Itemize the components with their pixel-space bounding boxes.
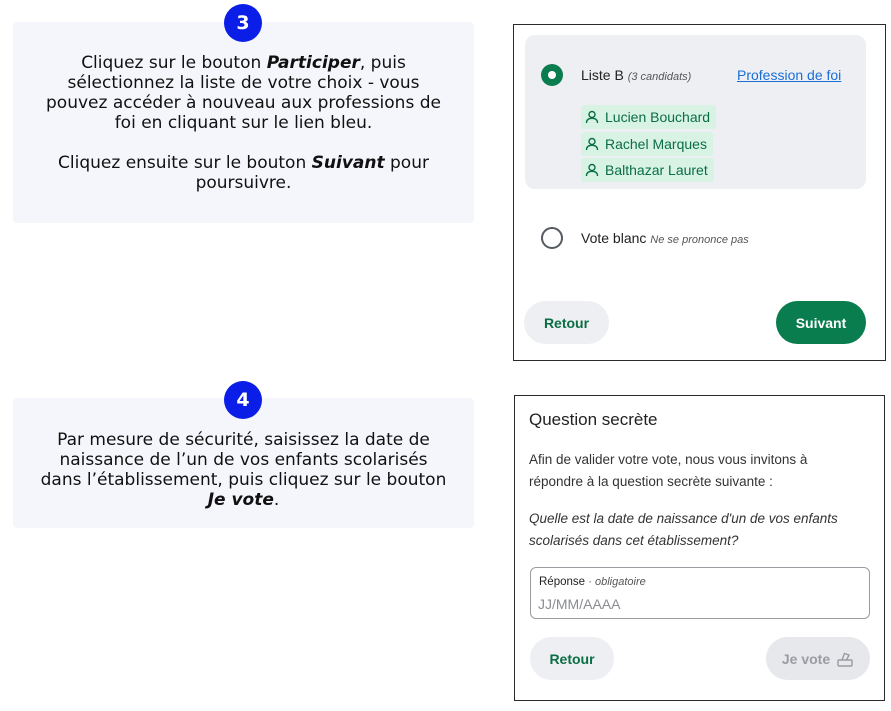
candidate-name: Rachel Marques xyxy=(605,136,707,152)
candidate-name: Lucien Bouchard xyxy=(605,109,711,125)
answer-field[interactable] xyxy=(530,567,870,619)
retour-button[interactable]: Retour xyxy=(530,637,614,680)
secret-question-screen xyxy=(514,395,885,701)
list-b-count: (3 candidats) xyxy=(627,71,692,83)
person-icon xyxy=(585,137,599,151)
step-3-line-5: Cliquez ensuite sur le bouton Suivant pour xyxy=(58,153,429,173)
retour-button[interactable]: Retour xyxy=(524,301,609,344)
list-b-name: Liste B (3 candidats) xyxy=(581,67,692,83)
step-4-badge: 4 xyxy=(224,381,262,419)
je-vote-button[interactable] xyxy=(766,637,870,680)
step-3-line-4: foi en cliquant sur le lien bleu. xyxy=(114,113,373,133)
list-b-option[interactable] xyxy=(525,35,866,189)
vote-blanc-sub: Ne se prononce pas xyxy=(650,234,749,246)
question-text: Quelle est la date de naissance d'un de vos enfants scolarisés dans cet établissement? xyxy=(529,511,838,548)
step-4-line-1: Par mesure de sécurité, saisissez la date de xyxy=(57,430,430,450)
step-3-line-1: Cliquez sur le bouton Participer, puis xyxy=(81,53,406,73)
step-3-line-2: sélectionnez la liste de votre choix - vous xyxy=(67,73,420,93)
step-3-badge: 3 xyxy=(224,4,262,42)
candidate-chip xyxy=(581,132,713,156)
question-title: Question secrète xyxy=(529,410,658,429)
step-4-line-4: Je vote. xyxy=(207,490,280,510)
ballot-box-icon xyxy=(836,650,854,668)
step-4-line-3: dans l’établissement, puis cliquez sur le bouton xyxy=(40,470,447,490)
vote-blanc-option[interactable]: Vote blanc Ne se prononce pas xyxy=(581,230,749,246)
answer-input[interactable] xyxy=(538,594,858,614)
vote-blanc-radio[interactable] xyxy=(541,227,563,249)
step-3-line-6: poursuivre. xyxy=(195,173,292,193)
answer-label: Réponse · obligatoire xyxy=(539,576,646,588)
candidate-chip xyxy=(581,158,714,182)
je-vote-label: Je vote xyxy=(781,650,831,667)
step-3-card xyxy=(13,22,474,223)
candidate-chip xyxy=(581,105,716,129)
person-icon xyxy=(585,110,599,124)
step-3-line-3: pouvez accéder à nouveau aux professions de xyxy=(46,93,441,113)
vote-screen xyxy=(513,24,886,361)
person-icon xyxy=(585,163,599,177)
suivant-button[interactable]: Suivant xyxy=(776,301,866,344)
candidate-name: Balthazar Lauret xyxy=(605,162,708,178)
question-intro: Afin de valider votre vote, nous vous invitons à répondre à la question secrète suivante : xyxy=(529,452,808,489)
list-b-radio[interactable] xyxy=(541,64,563,86)
step-4-line-2: naissance de l’un de vos enfants scolarisés xyxy=(59,450,428,470)
profession-de-foi-link[interactable]: Profession de foi xyxy=(737,67,842,83)
